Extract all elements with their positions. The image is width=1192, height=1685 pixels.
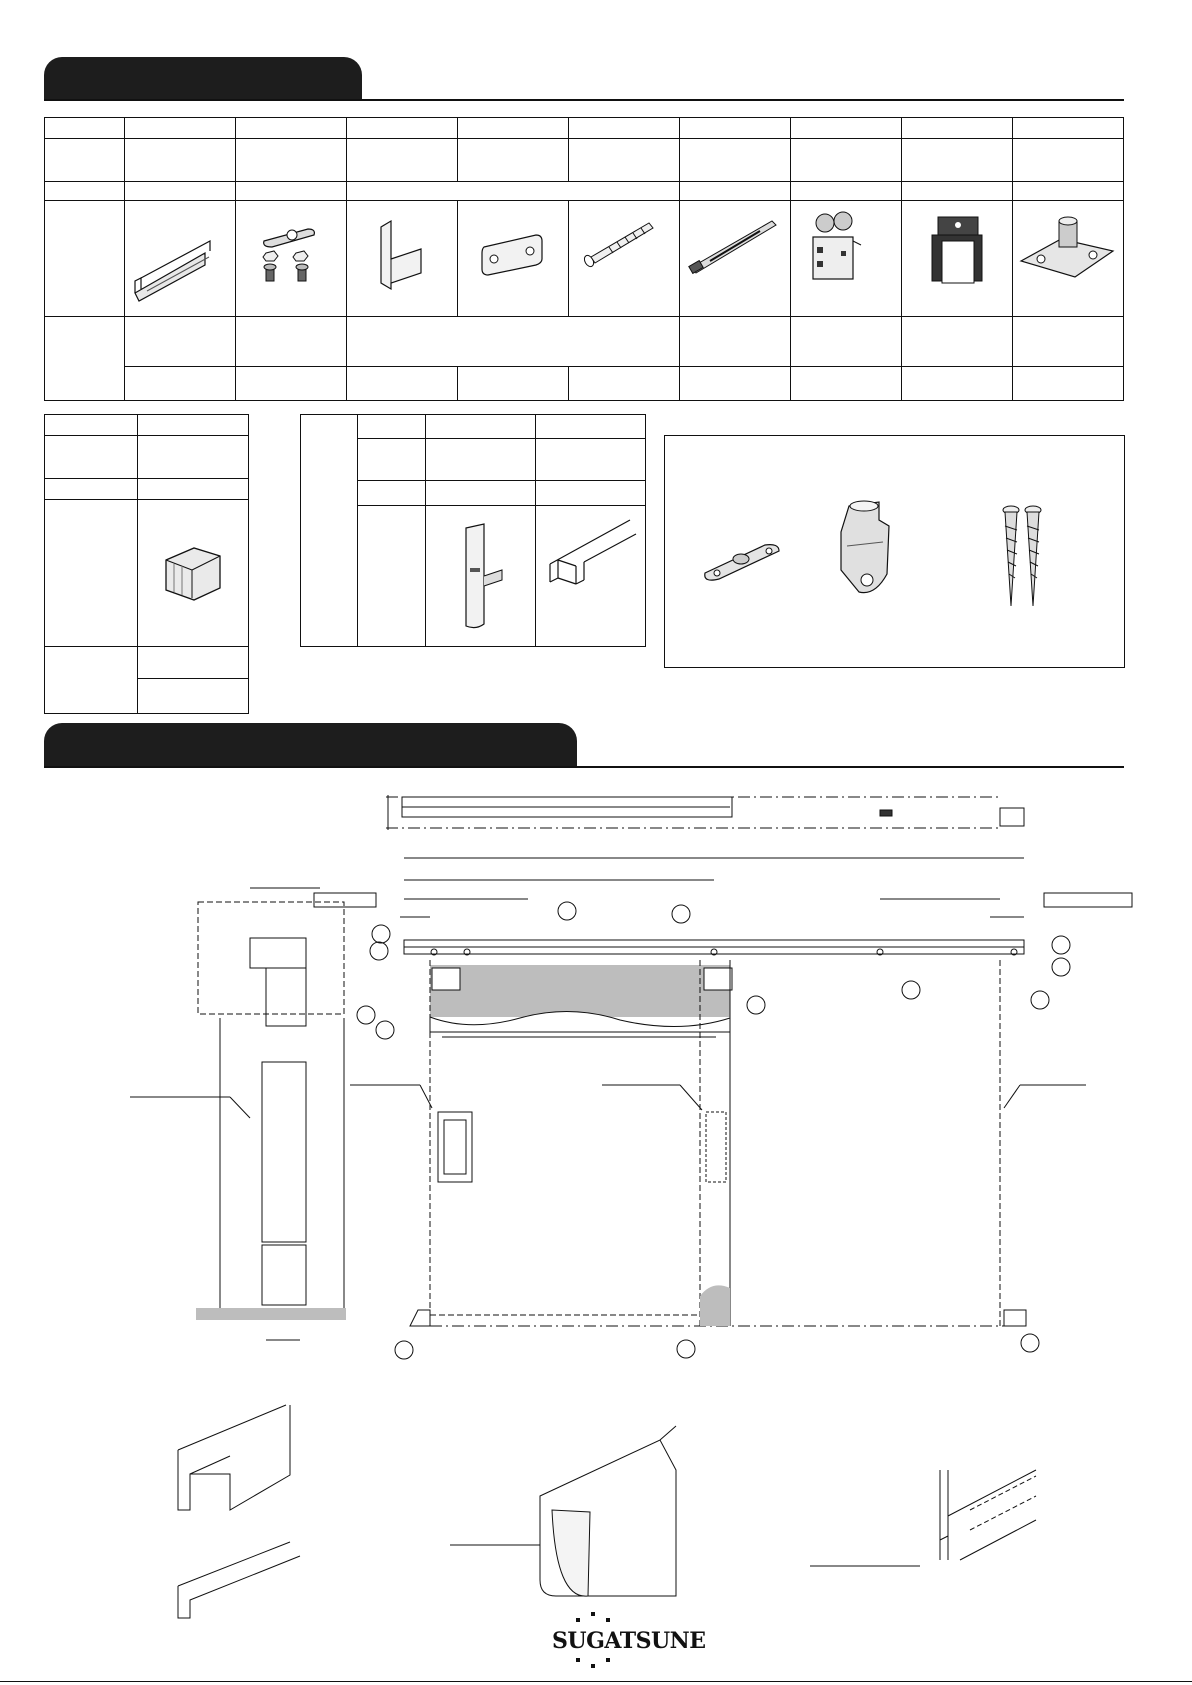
part-cell <box>425 506 535 647</box>
footer-rule <box>0 1681 1192 1682</box>
section-1-tab <box>44 57 362 101</box>
guide-block-icon <box>138 500 248 641</box>
floor-guide-icon <box>827 496 907 606</box>
stopper-block-icon <box>902 201 1012 311</box>
parts-table <box>44 117 1124 401</box>
damper-rod-icon <box>680 201 790 311</box>
part-cell <box>138 500 249 647</box>
section-1-rule <box>44 99 1124 101</box>
guide-plate-icon <box>699 531 789 591</box>
table-row <box>45 367 1124 401</box>
bracket-with-bolts-icon <box>236 201 346 311</box>
brand-logo: SUGATSUNE <box>552 1628 706 1654</box>
part-cell <box>569 201 680 317</box>
roller-carriage-icon <box>791 201 901 311</box>
accessory-box <box>664 435 1125 668</box>
installation-drawing <box>0 780 1192 1380</box>
u-channel-icon <box>536 506 645 641</box>
screw-icon <box>569 201 679 311</box>
end-cap-icon <box>347 201 457 311</box>
section-2-rule <box>44 766 1124 768</box>
table-row <box>45 118 1124 139</box>
rail-profile-icon <box>125 201 235 311</box>
handle-plate-icon <box>426 506 535 641</box>
mid-parts-table <box>300 414 646 647</box>
floor-guide-plate-icon <box>1013 201 1123 311</box>
small-parts-table <box>44 414 249 714</box>
part-cell <box>535 506 645 647</box>
cover-plate-icon <box>458 201 568 311</box>
part-cell <box>347 201 458 317</box>
table-row <box>45 139 1124 182</box>
part-cell <box>236 201 347 317</box>
part-cell <box>680 201 791 317</box>
part-cell <box>125 201 236 317</box>
wood-screws-icon <box>999 502 1049 612</box>
part-cell <box>902 201 1013 317</box>
table-row <box>45 182 1124 201</box>
table-row <box>45 317 1124 367</box>
table-row <box>45 201 1124 317</box>
part-cell <box>1013 201 1124 317</box>
part-cell <box>791 201 902 317</box>
part-cell <box>458 201 569 317</box>
section-2-tab <box>44 723 577 767</box>
